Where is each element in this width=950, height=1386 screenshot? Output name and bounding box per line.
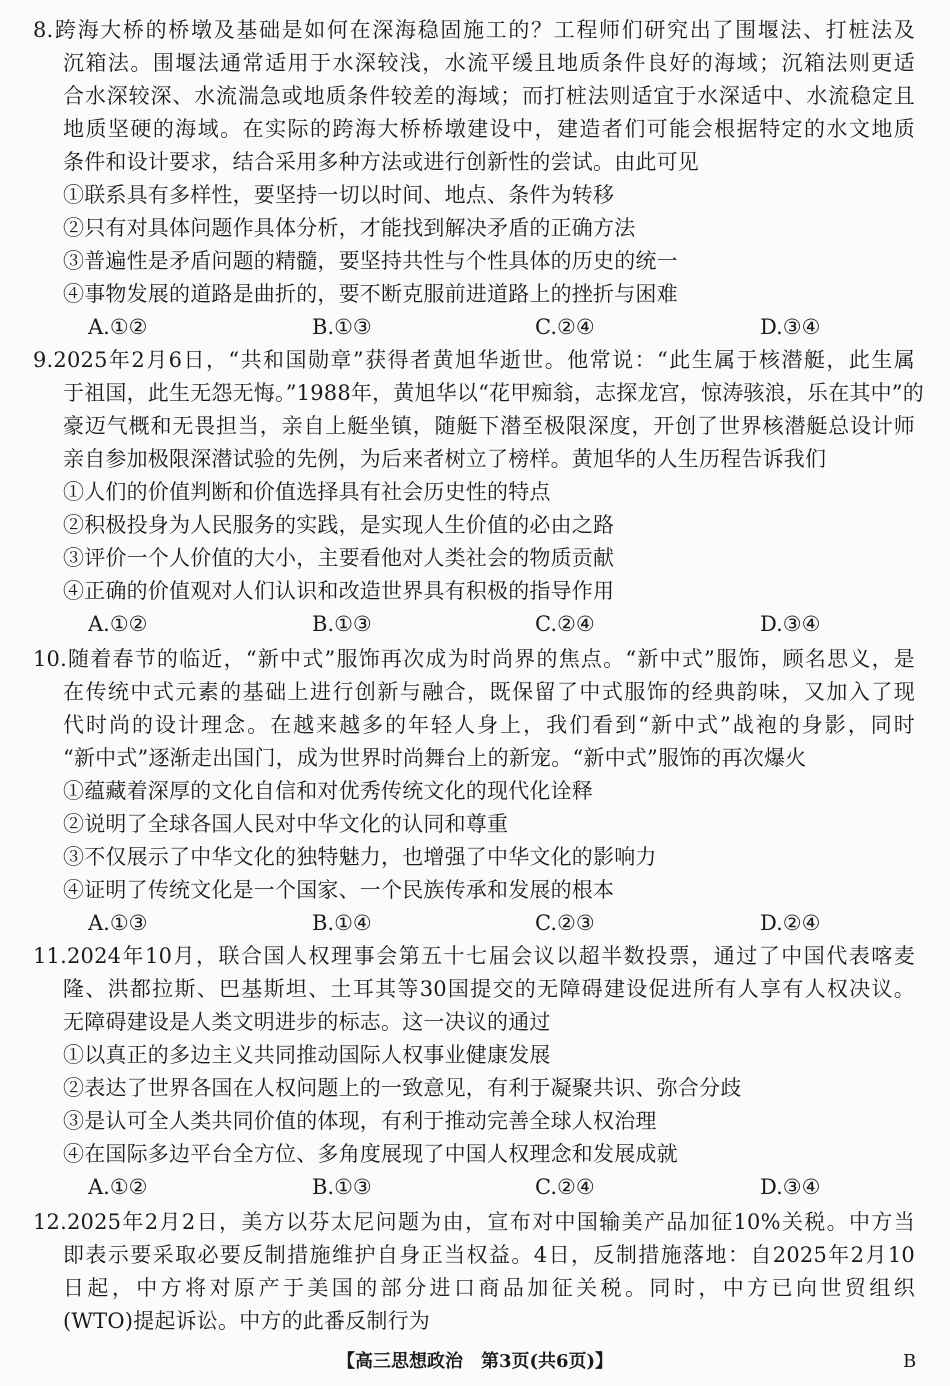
question-11-choice-c: C.②④ (535, 1175, 595, 1199)
question-11-statement: ②表达了世界各国在人权问题上的一致意见，有利于凝聚共识、弥合分歧 (63, 1076, 742, 1100)
question-10-stem-line: 10.随着春节的临近，“新中式”服饰再次成为时尚界的焦点。“新中式”服饰，顾名思义，是 (33, 647, 915, 671)
question-10-statement: ②说明了全球各国人民对中华文化的认同和尊重 (63, 812, 509, 836)
question-8-statement: ①联系具有多样性，要坚持一切以时间、地点、条件为转移 (63, 183, 615, 207)
paper-version-label: B (903, 1351, 917, 1372)
question-9-statement: ③评价一个人价值的大小，主要看他对人类社会的物质贡献 (63, 546, 615, 570)
question-10-statement: ③不仅展示了中华文化的独特魅力，也增强了中华文化的影响力 (63, 845, 657, 869)
question-9-choice-a: A.①② (88, 612, 148, 636)
question-9-choice-c: C.②④ (535, 612, 595, 636)
page-footer (0, 1348, 950, 1376)
question-9-stem-line: 9.2025年2月6日，“共和国勋章”获得者黄旭华逝世。他常说：“此生属于核潜艇，此生属 (33, 348, 915, 372)
question-8-stem-line: 8.跨海大桥的桥墩及基础是如何在深海稳固施工的？工程师们研究出了围堰法、打桩法及 (33, 18, 915, 42)
question-10-choice-a: A.①③ (88, 911, 148, 935)
question-8-stem-line: 沉箱法。围堰法通常适用于水深较浅，水流平缓且地质条件良好的海域；沉箱法则更适 (63, 51, 915, 75)
question-8-stem-line: 条件和设计要求，结合采用多种方法或进行创新性的尝试。由此可见 (63, 150, 699, 174)
question-9-statement: ④正确的价值观对人们认识和改造世界具有积极的指导作用 (63, 579, 615, 603)
question-8-statement: ③普遍性是矛盾问题的精髓，要坚持共性与个性具体的历史的统一 (63, 249, 678, 273)
question-8-choice-d: D.③④ (760, 315, 821, 339)
question-11-stem-line: 11.2024年10月，联合国人权理事会第五十七届会议以超半数投票，通过了中国代表喀麦 (33, 944, 915, 968)
question-8-statement: ④事物发展的道路是曲折的，要不断克服前进道路上的挫折与困难 (63, 282, 678, 306)
question-8-choice-b: B.①③ (312, 315, 372, 339)
question-11-choice-d: D.③④ (760, 1175, 821, 1199)
question-10-statement: ①蕴藏着深厚的文化自信和对优秀传统文化的现代化诠释 (63, 779, 593, 803)
question-10-statement: ④证明了传统文化是一个国家、一个民族传承和发展的根本 (63, 878, 615, 902)
question-10-stem-line: 在传统中式元素的基础上进行创新与融合，既保留了中式服饰的经典韵味，又加入了现 (63, 680, 915, 704)
question-8-choice-c: C.②④ (535, 315, 595, 339)
question-11-statement: ①以真正的多边主义共同推动国际人权事业健康发展 (63, 1043, 551, 1067)
question-11-choice-a: A.①② (88, 1175, 148, 1199)
question-9-statement: ①人们的价值判断和价值选择具有社会历史性的特点 (63, 480, 551, 504)
question-12-stem-line: 即表示要采取必要反制措施维护自身正当权益。4日，反制措施落地：自2025年2月10 (63, 1243, 915, 1267)
question-12-stem-line: 12.2025年2月2日，美方以芬太尼问题为由，宣布对中国输美产品加征10%关税。中方当 (33, 1210, 915, 1234)
question-8-statement: ②只有对具体问题作具体分析，才能找到解决矛盾的正确方法 (63, 216, 636, 240)
question-10-choice-d: D.②④ (760, 911, 821, 935)
question-10-choice-c: C.②③ (535, 911, 595, 935)
question-11-choice-b: B.①③ (312, 1175, 372, 1199)
question-9-stem-line: 亲自参加极限深潜试验的先例，为后来者树立了榜样。黄旭华的人生历程告诉我们 (63, 447, 827, 471)
question-10-stem-line: 代时尚的设计理念。在越来越多的年轻人身上，我们看到“新中式”战袍的身影，同时 (63, 713, 915, 737)
footer-title: 【高三思想政治 第3页(共6页)】 (336, 1351, 614, 1372)
question-9-stem-line: 豪迈气概和无畏担当，亲自上艇坐镇，随艇下潜至极限深度，开创了世界核潜艇总设计师 (63, 414, 915, 438)
question-11-statement: ③是认可全人类共同价值的体现，有利于推动完善全球人权治理 (63, 1109, 657, 1133)
question-8-stem-line: 合水深较深、水流湍急或地质条件较差的海域；而打桩法则适宜于水深适中、水流稳定且 (63, 84, 915, 108)
question-9-choice-b: B.①③ (312, 612, 372, 636)
question-8-choice-a: A.①② (88, 315, 148, 339)
question-11-stem-line: 隆、洪都拉斯、巴基斯坦、土耳其等30国提交的无障碍建设促进所有人享有人权决议。 (63, 977, 915, 1001)
question-10-choice-b: B.①④ (312, 911, 372, 935)
question-9-stem-line: 于祖国，此生无怨无悔。”1988年，黄旭华以“花甲痴翁，志探龙宫，惊涛骇浪，乐在其中”的 (63, 381, 924, 405)
question-12-stem-line: (WTO)提起诉讼。中方的此番反制行为 (63, 1309, 430, 1333)
question-8-stem-line: 地质坚硬的海域。在实际的跨海大桥桥墩建设中，建造者们可能会根据特定的水文地质 (63, 117, 915, 141)
question-10-stem-line: “新中式”逐渐走出国门，成为世界时尚舞台上的新宠。“新中式”服饰的再次爆火 (63, 746, 807, 770)
question-11-statement: ④在国际多边平台全方位、多角度展现了中国人权理念和发展成就 (63, 1142, 678, 1166)
question-11-stem-line: 无障碍建设是人类文明进步的标志。这一决议的通过 (63, 1010, 551, 1034)
question-9-statement: ②积极投身为人民服务的实践，是实现人生价值的必由之路 (63, 513, 615, 537)
question-12-stem-line: 日起，中方将对原产于美国的部分进口商品加征关税。同时，中方已向世贸组织 (63, 1276, 915, 1300)
question-9-choice-d: D.③④ (760, 612, 821, 636)
